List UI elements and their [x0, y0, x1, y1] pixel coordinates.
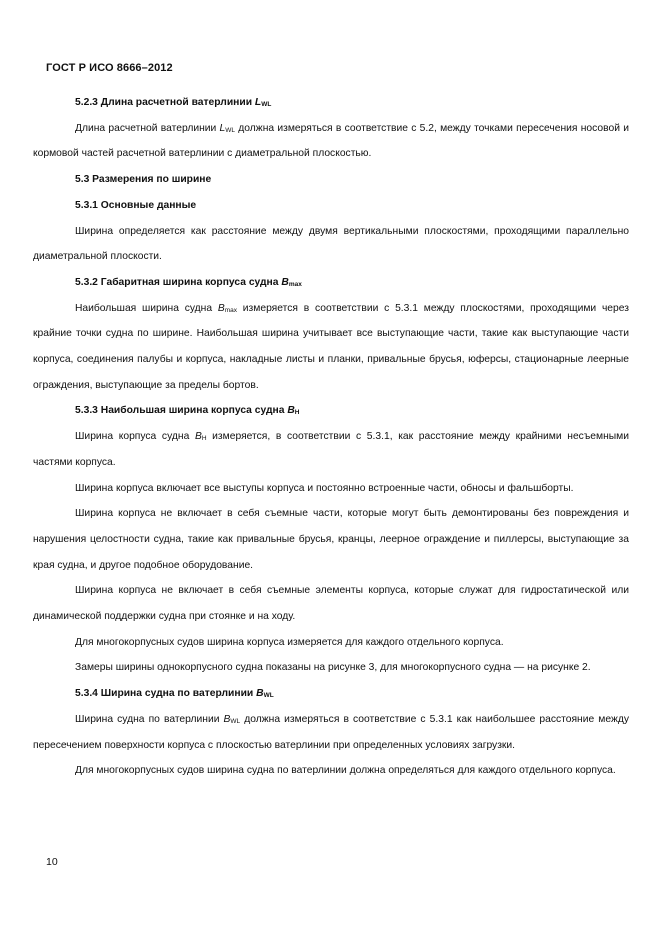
paragraph: Ширина определяется как расстояние между двумя вертикальными плоскостями, проходящими параллельно диаметральной плоскости. — [33, 225, 629, 263]
paragraph: Ширина корпуса не включает в себя съемные части, которые могут быть демонтированы без повреждения и нарушения целостности судна, такие как привальные брусья, кранцы, леерное ограждение и пиллерсы, выступающие за края судна, и другое подобное оборудование. — [33, 508, 629, 571]
symbol-subscript: WL — [225, 126, 236, 134]
symbol: B — [287, 405, 295, 417]
page-number: 10 — [46, 856, 58, 868]
paragraph: Ширина корпуса включает все выступы корпуса и постоянно встроенные части, обносы и фальшборты. — [75, 482, 574, 494]
document-code-header: ГОСТ Р ИСО 8666–2012 — [46, 62, 173, 74]
heading-text: 5.3.3 Наибольшая ширина корпуса судна — [75, 405, 288, 417]
heading-5-3-2 — [33, 270, 629, 296]
paragraph: Ширина корпуса судна $B_H$ измеряется, в соответствии с 5.3.1, как расстояние между крайними несъемными частями корпуса. — [33, 431, 629, 468]
symbol: B — [256, 688, 264, 700]
symbol-subscript: max — [224, 306, 238, 314]
heading-5-3: 5.3 Размерения по ширине — [75, 174, 212, 186]
paragraph: Для многокорпусных судов ширина судна по ватерлинии должна определяться для каждого отдельного корпуса. — [75, 765, 616, 777]
symbol: B — [223, 713, 231, 725]
symbol: L — [219, 122, 226, 134]
paragraph: Ширина корпуса не включает в себя съемные элементы корпуса, которые служат для гидростатической или динамической поддержки судна при стоянке и на ходу. — [33, 585, 629, 623]
symbol-subscript: H — [294, 409, 300, 417]
symbol: L — [254, 97, 262, 108]
symbol-subscript: max — [288, 280, 302, 288]
heading-text: 5.3.2 Габаритная ширина корпуса судна — [75, 276, 282, 288]
symbol: B — [194, 431, 202, 443]
heading-5-3-3 — [33, 398, 629, 424]
paragraph: Замеры ширины однокорпусного судна показаны на рисунке 3, для многокорпусного судна — на рисунке 2. — [75, 662, 591, 674]
symbol: B — [281, 276, 289, 288]
heading-5-3-1: 5.3.1 Основные данные — [75, 199, 197, 211]
heading-text: 5.2.3 Длина расчетной ватерлинии — [75, 97, 255, 108]
symbol-subscript: WL — [263, 692, 274, 700]
heading-text: 5.3.4 Ширина судна по ватерлинии — [75, 688, 257, 700]
paragraph: Для многокорпусных судов ширина корпуса измеряется для каждого отдельного корпуса. — [75, 636, 504, 648]
paragraph: Ширина судна по ватерлинии $B_{WL}$ должна измеряться в соответствие с 5.3.1 как наибольшее расстояние между пересечением поверхности корпуса с плоскостью ватерлинии при определенных условиях загрузки. — [33, 713, 629, 751]
paragraph: Длина расчетной ватерлинии $L_{WL}$ должна измеряться в соответствие с 5.2, между точками пересечения носовой и кормовой частей расчетной ватерлинии с диаметральной плоскостью. — [33, 122, 629, 160]
heading-5-2-3 — [33, 90, 629, 116]
symbol-subscript: H — [201, 435, 207, 443]
paragraph: Наибольшая ширина судна $B_{max}$ измеряется в соответствии с 5.3.1 между плоскостями, проходящими через крайние точки судна по ширине. Наибольшая ширина учитывает все выступающие части, такие как выступающие части корпуса, соединения палубы и корпуса, накладные листы и планки, привальные брусья, юферсы, стационарные леерные ограждения, выступающие за пределы бортов. — [33, 302, 629, 391]
heading-5-3-4 — [33, 681, 629, 707]
document-body — [33, 90, 629, 784]
symbol: B — [217, 302, 225, 314]
symbol-subscript: WL — [230, 717, 241, 725]
symbol-subscript: WL — [261, 101, 272, 108]
